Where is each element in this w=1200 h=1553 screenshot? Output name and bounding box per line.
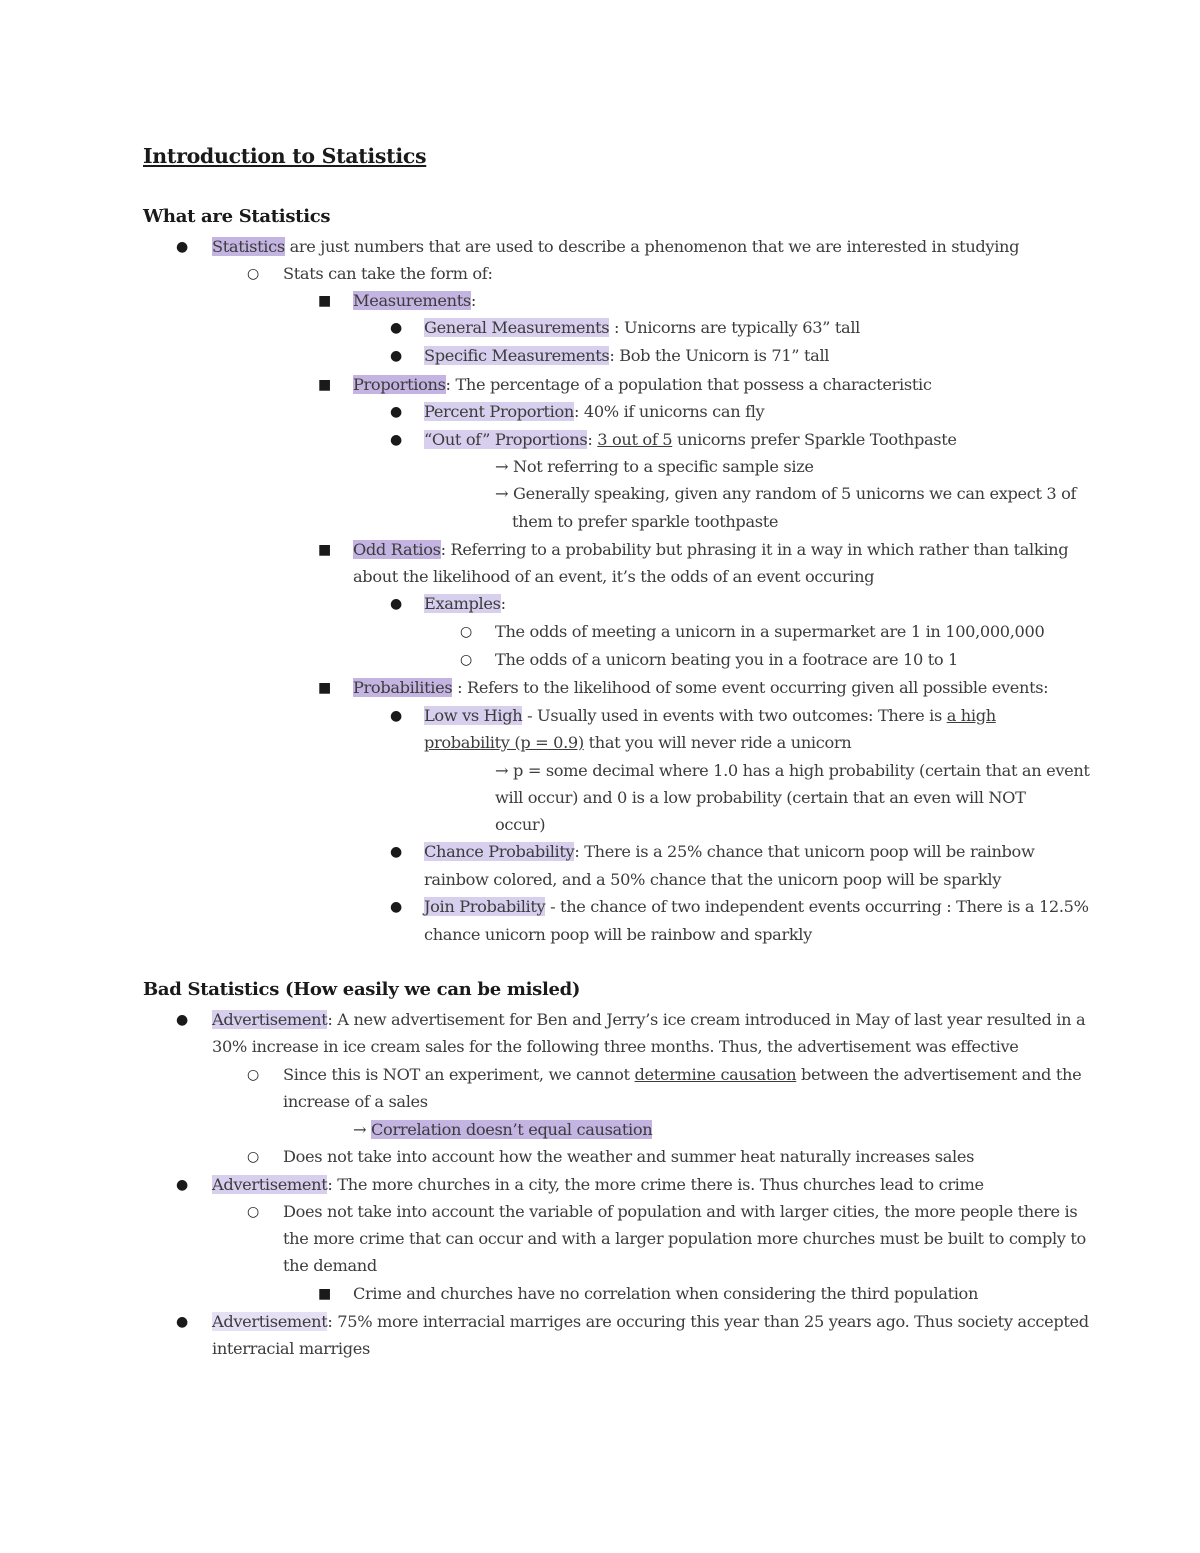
list-item: The odds of a unicorn beating you in a footrace are 10 to 1	[495, 650, 958, 669]
bullet-disc: ●	[176, 1314, 189, 1330]
bullet-circle: ○	[247, 1067, 260, 1083]
underlined-text: 3 out of 5	[597, 430, 673, 449]
section-heading-bad-statistics: Bad Statistics (How easily we can be misled)	[143, 979, 581, 1000]
note-line: → Not referring to a specific sample size	[495, 457, 814, 476]
bullet-circle: ○	[460, 652, 473, 668]
term-highlight: “Out of” Proportions	[424, 430, 588, 449]
section-heading-what-are-statistics: What are Statistics	[143, 206, 331, 227]
note-line: → Correlation doesn’t equal causation	[353, 1120, 653, 1139]
bullet-disc: ●	[390, 708, 403, 724]
list-item: Probabilities : Refers to the likelihood of some event occurring given all possible events:	[353, 678, 1049, 697]
bullet-square: ■	[318, 1286, 332, 1302]
term-highlight: Odd Ratios	[353, 540, 441, 559]
term-highlight: Join Probability	[424, 897, 546, 916]
list-item: Stats can take the form of:	[283, 264, 493, 283]
term-highlight: Advertisement	[212, 1175, 328, 1194]
list-item: Specific Measurements: Bob the Unicorn is 71” tall	[424, 346, 830, 365]
note-line: occur)	[495, 815, 546, 834]
list-item: Advertisement: 75% more interracial marriges are occuring this year than 25 years ago. Thus society accepted	[212, 1312, 1089, 1331]
bullet-square: ■	[318, 680, 332, 696]
list-item-continuation: interracial marriges	[212, 1339, 370, 1358]
list-item-continuation: rainbow colored, and a 50% chance that the unicorn poop will be sparkly	[424, 870, 1002, 889]
list-item: Does not take into account how the weather and summer heat naturally increases sales	[283, 1147, 975, 1166]
list-item: Join Probability - the chance of two independent events occurring : There is a 12.5%	[424, 897, 1089, 916]
bullet-circle: ○	[247, 1149, 260, 1165]
list-item: The odds of meeting a unicorn in a supermarket are 1 in 100,000,000	[495, 622, 1045, 641]
bullet-disc: ●	[390, 432, 403, 448]
list-item: Statistics are just numbers that are used to describe a phenomenon that we are interested in studying	[212, 237, 1020, 256]
note-line: → p = some decimal where 1.0 has a high probability (certain that an event	[495, 761, 1090, 780]
term-highlight: Advertisement	[212, 1312, 328, 1331]
bullet-circle: ○	[247, 1204, 260, 1220]
term-highlight: Examples	[424, 594, 501, 613]
bullet-square: ■	[318, 293, 332, 309]
term-highlight: Statistics	[212, 237, 285, 256]
list-item-continuation: 30% increase in ice cream sales for the following three months. Thus, the advertisement was effective	[212, 1037, 1019, 1056]
list-item-continuation: the demand	[283, 1256, 377, 1275]
bullet-disc: ●	[390, 596, 403, 612]
bullet-disc: ●	[390, 404, 403, 420]
list-item: Low vs High - Usually used in events with two outcomes: There is a high	[424, 706, 996, 725]
list-item-continuation: increase of a sales	[283, 1092, 428, 1111]
bullet-circle: ○	[460, 624, 473, 640]
list-item: Measurements:	[353, 291, 476, 310]
note-line: them to prefer sparkle toothpaste	[512, 512, 779, 531]
term-highlight: Chance Probability	[424, 842, 575, 861]
bullet-disc: ●	[176, 1012, 189, 1028]
bullet-disc: ●	[390, 348, 403, 364]
bullet-disc: ●	[176, 239, 189, 255]
bullet-disc: ●	[176, 1177, 189, 1193]
term-highlight: Advertisement	[212, 1010, 328, 1029]
list-item-continuation: chance unicorn poop will be rainbow and sparkly	[424, 925, 812, 944]
bullet-square: ■	[318, 542, 332, 558]
bullet-square: ■	[318, 377, 332, 393]
list-item-continuation: the more crime that can occur and with a larger population more churches must be built to comply to	[283, 1229, 1086, 1248]
list-item: Percent Proportion: 40% if unicorns can fly	[424, 402, 765, 421]
list-item: Proportions: The percentage of a population that possess a characteristic	[353, 375, 932, 394]
list-item: Does not take into account the variable of population and with larger cities, the more people there is	[283, 1202, 1078, 1221]
list-item: Chance Probability: There is a 25% chance that unicorn poop will be rainbow	[424, 842, 1035, 861]
term-highlight: Proportions	[353, 375, 446, 394]
term-highlight: Correlation doesn’t equal causation	[371, 1120, 653, 1139]
list-item: Since this is NOT an experiment, we cannot determine causation between the advertisement and the	[283, 1065, 1082, 1084]
list-item: Advertisement: The more churches in a city, the more crime there is. Thus churches lead to crime	[212, 1175, 984, 1194]
underlined-text: probability (p = 0.9)	[424, 733, 584, 752]
list-item: Examples:	[424, 594, 506, 613]
page-title: Introduction to Statistics	[143, 144, 427, 168]
list-item: Advertisement: A new advertisement for Ben and Jerry’s ice cream introduced in May of last year resulted in a	[212, 1010, 1086, 1029]
list-item-continuation: about the likelihood of an event, it’s the odds of an event occuring	[353, 567, 875, 586]
list-item: Crime and churches have no correlation when considering the third population	[353, 1284, 979, 1303]
term-highlight: Probabilities	[353, 678, 453, 697]
underlined-text: determine causation	[634, 1065, 797, 1084]
note-line: → Generally speaking, given any random of 5 unicorns we can expect 3 of	[495, 484, 1077, 503]
term-highlight: Percent Proportion	[424, 402, 574, 421]
term-highlight: General Measurements	[424, 318, 610, 337]
note-line: will occur) and 0 is a low probability (certain that an even will NOT	[495, 788, 1026, 807]
bullet-disc: ●	[390, 899, 403, 915]
list-item: General Measurements : Unicorns are typically 63” tall	[424, 318, 860, 337]
bullet-circle: ○	[247, 266, 260, 282]
list-item: “Out of” Proportions: 3 out of 5 unicorns prefer Sparkle Toothpaste	[424, 430, 957, 449]
term-highlight: Low vs High	[424, 706, 523, 725]
list-item-continuation: probability (p = 0.9) that you will never ride a unicorn	[424, 733, 852, 752]
underlined-text: a high	[946, 706, 996, 725]
term-highlight: Specific Measurements	[424, 346, 610, 365]
term-highlight: Measurements	[353, 291, 471, 310]
bullet-disc: ●	[390, 320, 403, 336]
bullet-disc: ●	[390, 844, 403, 860]
list-item: Odd Ratios: Referring to a probability but phrasing it in a way in which rather than talking	[353, 540, 1069, 559]
